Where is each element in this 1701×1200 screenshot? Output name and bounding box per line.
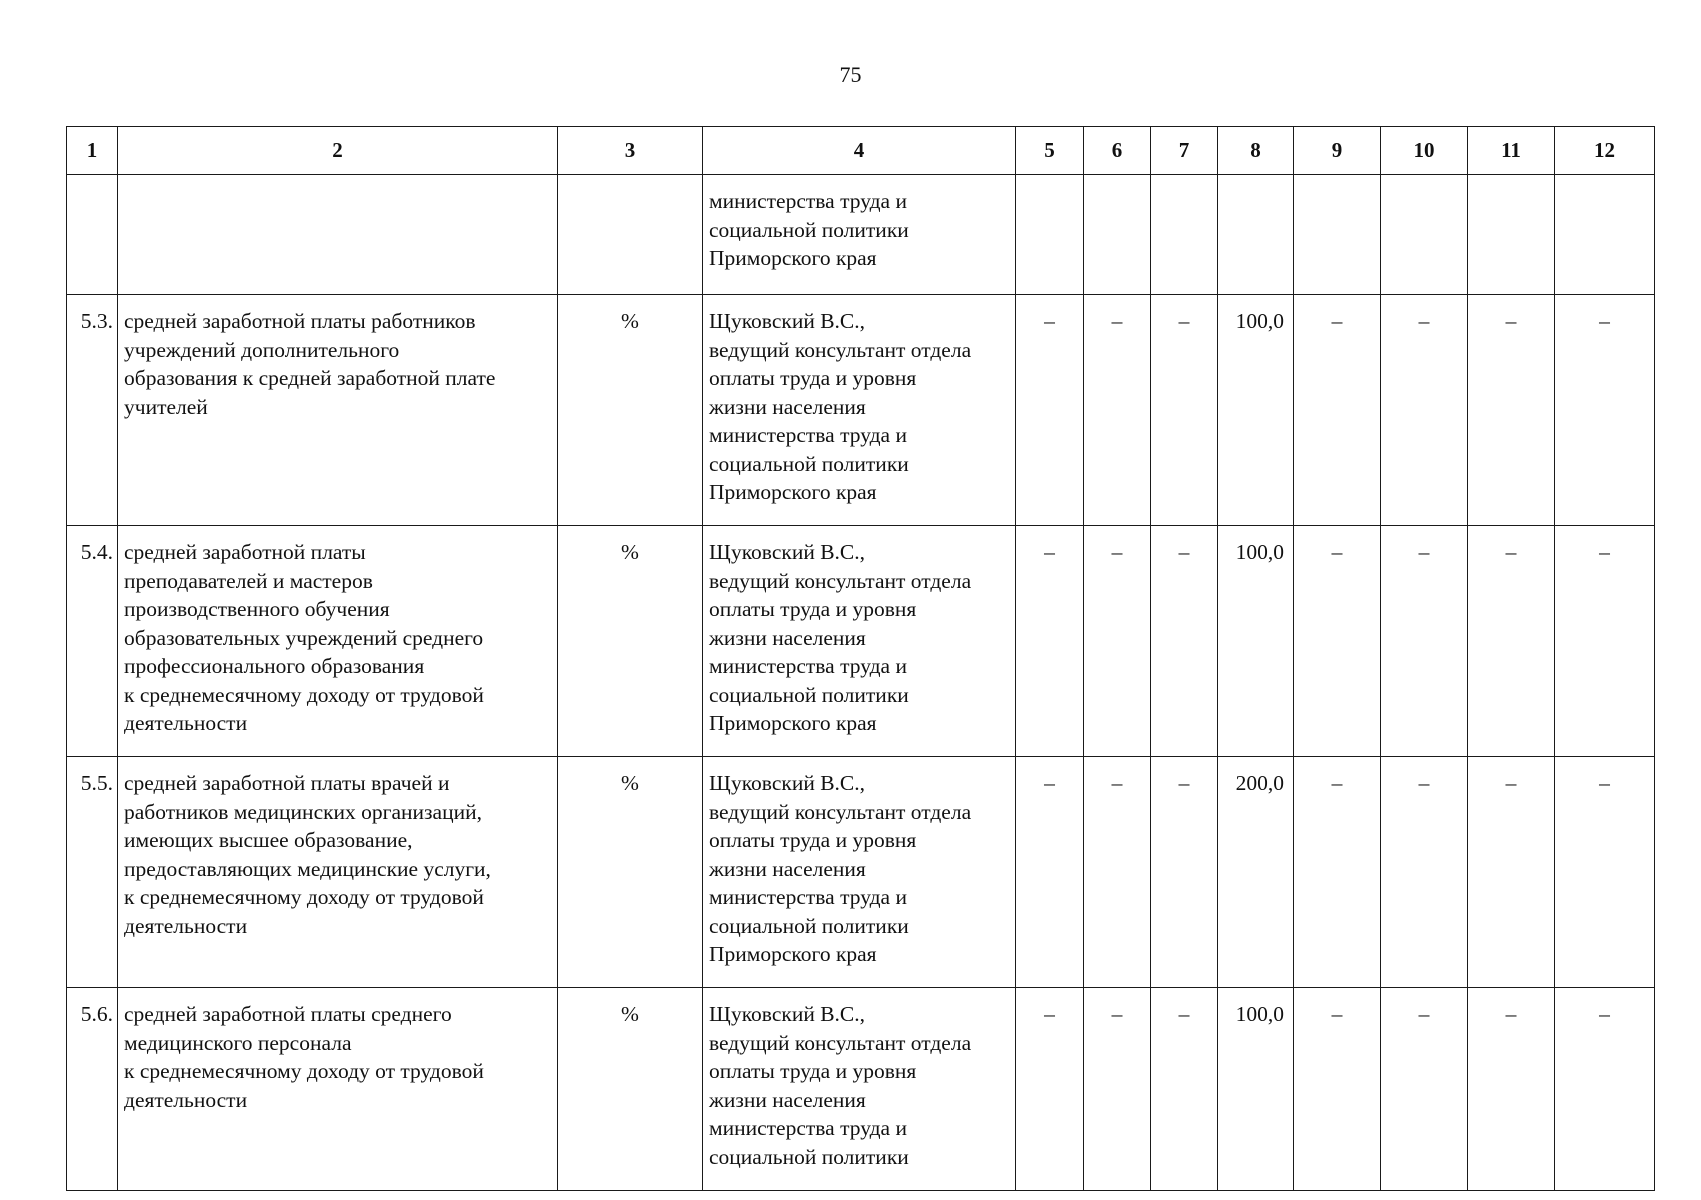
row-number: 5.6. (67, 988, 118, 1191)
value-col-5: – (1016, 988, 1084, 1191)
value-col-10: – (1381, 988, 1468, 1191)
value-col-11: – (1468, 988, 1555, 1191)
responsible: Щуковский В.С., ведущий консультант отдела оплаты труда и уровня жизни населения министерства труда и социальной политики Приморского края (703, 757, 1016, 988)
value-col-6: – (1084, 295, 1151, 526)
table-row (67, 526, 1655, 757)
value-col-5: – (1016, 295, 1084, 526)
value-col-8: 200,0 (1218, 757, 1294, 988)
value-col-8: 100,0 (1218, 988, 1294, 1191)
responsible: Щуковский В.С., ведущий консультант отдела оплаты труда и уровня жизни населения министерства труда и социальной политики Приморского края (703, 295, 1016, 526)
value-col-9 (1294, 175, 1381, 295)
column-header: 7 (1151, 127, 1218, 175)
value-col-7 (1151, 175, 1218, 295)
value-col-7: – (1151, 295, 1218, 526)
indicator-name: средней заработной платы преподавателей и мастеров производственного обучения образовательных учреждений среднего профессионального образования к среднемесячному доходу от трудовой деятельности (118, 526, 558, 757)
value-col-12: – (1555, 526, 1655, 757)
column-header: 2 (118, 127, 558, 175)
value-col-9: – (1294, 757, 1381, 988)
value-col-9: – (1294, 295, 1381, 526)
value-col-11: – (1468, 526, 1555, 757)
value-col-12 (1555, 175, 1655, 295)
column-header: 5 (1016, 127, 1084, 175)
value-col-7: – (1151, 988, 1218, 1191)
value-col-11 (1468, 175, 1555, 295)
table-header-row (67, 127, 1655, 175)
row-number: 5.4. (67, 526, 118, 757)
value-col-8: 100,0 (1218, 526, 1294, 757)
value-col-8 (1218, 175, 1294, 295)
value-col-11: – (1468, 295, 1555, 526)
value-col-6: – (1084, 526, 1151, 757)
indicator-name: средней заработной платы среднего медицинского персонала к среднемесячному доходу от трудовой деятельности (118, 988, 558, 1191)
table-row (67, 295, 1655, 526)
column-header: 12 (1555, 127, 1655, 175)
value-col-5: – (1016, 526, 1084, 757)
column-header: 10 (1381, 127, 1468, 175)
indicator-name: средней заработной платы работников учреждений дополнительного образования к средней заработной плате учителей (118, 295, 558, 526)
page-number: 75 (839, 62, 862, 87)
column-header: 3 (558, 127, 703, 175)
unit: % (558, 757, 703, 988)
value-col-6: – (1084, 988, 1151, 1191)
row-number (67, 175, 118, 295)
value-col-12: – (1555, 988, 1655, 1191)
value-col-7: – (1151, 526, 1218, 757)
column-header: 11 (1468, 127, 1555, 175)
value-col-6 (1084, 175, 1151, 295)
value-col-9: – (1294, 526, 1381, 757)
indicators-table (66, 126, 1655, 1191)
value-col-10: – (1381, 295, 1468, 526)
value-col-11: – (1468, 757, 1555, 988)
responsible: Щуковский В.С., ведущий консультант отдела оплаты труда и уровня жизни населения министерства труда и социальной политики Приморского края (703, 526, 1016, 757)
column-header: 4 (703, 127, 1016, 175)
value-col-12: – (1555, 757, 1655, 988)
value-col-10: – (1381, 757, 1468, 988)
indicator-name: средней заработной платы врачей и работников медицинских организаций, имеющих высшее образование, предоставляющих медицинские услуги, к среднемесячному доходу от трудовой деятельности (118, 757, 558, 988)
value-col-9: – (1294, 988, 1381, 1191)
unit: % (558, 526, 703, 757)
unit: % (558, 295, 703, 526)
value-col-5: – (1016, 757, 1084, 988)
table-row (67, 175, 1655, 295)
indicator-name (118, 175, 558, 295)
value-col-10: – (1381, 526, 1468, 757)
unit: % (558, 988, 703, 1191)
table-row (67, 988, 1655, 1191)
value-col-8: 100,0 (1218, 295, 1294, 526)
table-row (67, 757, 1655, 988)
unit (558, 175, 703, 295)
column-header: 8 (1218, 127, 1294, 175)
responsible: Щуковский В.С., ведущий консультант отдела оплаты труда и уровня жизни населения министерства труда и социальной политики (703, 988, 1016, 1191)
value-col-12: – (1555, 295, 1655, 526)
row-number: 5.3. (67, 295, 118, 526)
row-number: 5.5. (67, 757, 118, 988)
value-col-6: – (1084, 757, 1151, 988)
column-header: 1 (67, 127, 118, 175)
column-header: 6 (1084, 127, 1151, 175)
column-header: 9 (1294, 127, 1381, 175)
value-col-7: – (1151, 757, 1218, 988)
responsible: министерства труда и социальной политики Приморского края (703, 175, 1016, 295)
value-col-5 (1016, 175, 1084, 295)
value-col-10 (1381, 175, 1468, 295)
